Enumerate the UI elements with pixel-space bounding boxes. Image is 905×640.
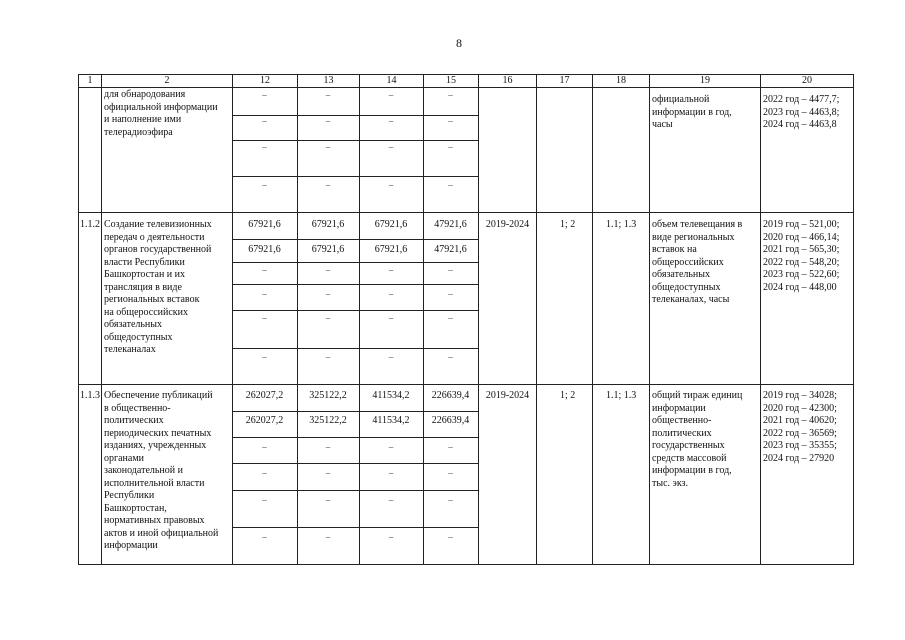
fin-cell: – (388, 142, 394, 152)
fin-cell: – (262, 90, 267, 100)
executors-cell: 1; 2 (560, 219, 576, 230)
fin-cell: – (448, 116, 453, 126)
fin-cell: – (448, 532, 453, 542)
row-name-line: официальной информации (104, 101, 218, 113)
fin-cell: – (448, 352, 453, 362)
row-name-line: информации (104, 540, 158, 551)
indicator-line: государственных (652, 440, 725, 451)
indicator-line: обязательных (652, 269, 710, 280)
fin-cell: – (448, 468, 453, 478)
row-name-line: законодательной и (104, 465, 183, 476)
fin-cell: – (325, 116, 331, 126)
value-line: 2021 год – 40620; (763, 415, 837, 426)
fin-cell: – (448, 442, 453, 452)
value-line: 2024 год – 27920 (763, 452, 835, 464)
fin-cell: – (448, 313, 453, 323)
row-name-line: Республики (104, 490, 155, 501)
fin-cell: 47921,6 (434, 219, 467, 230)
fin-cell: 262027,2 (245, 415, 284, 426)
row-number: 1.1.2 (80, 219, 100, 230)
fin-cell: – (388, 532, 394, 542)
fin-cell: – (448, 180, 453, 190)
fin-cell: – (448, 265, 453, 275)
header-col-19: 19 (700, 75, 710, 86)
fin-cell: – (388, 313, 394, 323)
row-name-line: органами (104, 452, 145, 464)
row-name-line: трансляция в виде (104, 281, 182, 293)
fin-cell: – (448, 142, 453, 152)
indicator-line: информации в год, (652, 106, 732, 118)
fin-cell: – (262, 289, 267, 299)
value-line: 2024 год – 448,00 (763, 281, 837, 293)
row-name-line: передач о деятельности (104, 231, 205, 243)
fin-cell: – (262, 116, 267, 126)
period-cell: 2019-2024 (485, 219, 530, 230)
row-name-line: на общероссийских (104, 306, 188, 318)
fin-cell: – (388, 180, 394, 190)
header-col-2: 2 (164, 75, 170, 86)
value-line: 2021 год – 565,30; (763, 244, 840, 255)
indicator-line: средств массовой (652, 452, 727, 464)
row-name-line: актов и иной официальной (104, 527, 219, 539)
value-line: 2020 год – 42300; (763, 402, 837, 414)
fin-cell: – (325, 265, 331, 275)
value-line: 2023 год – 4463,8; (763, 106, 840, 118)
row-name-line: и наполнение ими (104, 114, 182, 125)
value-line: 2022 год – 36569; (763, 427, 837, 439)
executors-cell: 1; 2 (560, 390, 576, 401)
fin-cell: – (262, 180, 267, 190)
indicator-line: информации в год, (652, 465, 732, 476)
fin-cell: – (388, 468, 394, 478)
fin-cell: – (388, 289, 394, 299)
indicator-line: виде региональных (652, 231, 735, 243)
header-col-15: 15 (446, 75, 456, 86)
indicator-line: общий тираж единиц (652, 390, 743, 401)
fin-cell: 411534,2 (372, 415, 410, 426)
fin-cell: 67921,6 (374, 244, 408, 255)
fin-cell: – (262, 142, 267, 152)
fin-cell: 67921,6 (311, 244, 345, 255)
fin-cell: – (262, 352, 267, 362)
goals-cell: 1.1; 1.3 (606, 219, 637, 230)
fin-cell: – (388, 352, 394, 362)
fin-cell: 262027,2 (245, 390, 284, 401)
fin-cell: – (325, 313, 331, 323)
row-name-line: политических (104, 415, 164, 426)
row-name-line: нормативных правовых (104, 515, 205, 526)
fin-cell: – (448, 90, 453, 100)
fin-cell: – (388, 495, 394, 505)
fin-cell: – (388, 90, 394, 100)
fin-cell: 411534,2 (372, 390, 410, 401)
header-col-12: 12 (260, 75, 270, 86)
header-col-14: 14 (386, 75, 397, 86)
row-name-line: обязательных (104, 319, 162, 330)
value-line: 2020 год – 466,14; (763, 231, 840, 243)
fin-cell: – (262, 442, 267, 452)
page-number: 8 (456, 36, 462, 50)
fin-cell: 325122,2 (309, 390, 347, 401)
row-name-line: исполнительной власти (104, 477, 205, 489)
header-col-18: 18 (616, 75, 626, 86)
fin-cell: – (325, 495, 331, 505)
value-line: 2022 год – 4477,7; (763, 94, 840, 105)
fin-cell: – (325, 142, 331, 152)
fin-cell: – (325, 90, 331, 100)
row-name-line: региональных вставок (104, 294, 200, 305)
fin-cell: – (325, 442, 331, 452)
indicator-line: общественно- (652, 415, 712, 426)
value-line: 2024 год – 4463,8 (763, 119, 837, 130)
value-line: 2023 год – 522,60; (763, 269, 840, 280)
value-line: 2019 год – 34028; (763, 390, 837, 401)
row-name-line: органов государственной (104, 244, 212, 255)
indicator-line: тыс. экз. (652, 477, 688, 489)
indicator-line: политических (652, 427, 712, 439)
indicator-line: вставок на (652, 244, 697, 255)
fin-cell: – (388, 116, 394, 126)
indicator-line: объем телевещания в (652, 219, 743, 230)
row-name-line: для обнародования (104, 89, 186, 100)
indicator-line: общедоступных (652, 281, 721, 293)
header-col-1: 1 (87, 75, 93, 86)
fin-cell: – (388, 265, 394, 275)
fin-cell: 67921,6 (248, 219, 281, 230)
fin-cell: 226639,4 (431, 390, 470, 401)
row-number: 1.1.3 (80, 390, 100, 401)
row-name-line: телеканалах (104, 344, 156, 355)
header-col-13: 13 (323, 75, 334, 86)
header-col-20: 20 (802, 75, 812, 86)
fin-cell: 67921,6 (374, 219, 408, 230)
fin-cell: 47921,6 (434, 244, 467, 255)
goals-cell: 1.1; 1.3 (606, 390, 637, 401)
fin-cell: – (262, 495, 267, 505)
row-name-line: Создание телевизионных (104, 219, 212, 230)
row-name-line: Обеспечение публикаций (104, 390, 213, 401)
fin-cell: – (262, 468, 267, 478)
header-col-17: 17 (559, 75, 570, 86)
row-name-line: общедоступных (104, 331, 173, 343)
indicator-line: общероссийских (652, 256, 724, 268)
fin-cell: – (448, 289, 453, 299)
row-name-line: телерадиоэфира (104, 126, 173, 138)
value-line: 2019 год – 521,00; (763, 219, 840, 230)
fin-cell: 67921,6 (311, 219, 345, 230)
indicator-line: информации (652, 402, 706, 414)
indicator-line: часы (652, 119, 673, 130)
fin-cell: – (262, 265, 267, 275)
fin-cell: – (325, 289, 331, 299)
fin-cell: – (325, 180, 331, 190)
fin-cell: 325122,2 (309, 415, 347, 426)
row-name-line: изданиях, учрежденных (104, 440, 207, 451)
value-line: 2022 год – 548,20; (763, 256, 840, 268)
fin-cell: – (448, 495, 453, 505)
fin-cell: – (262, 313, 267, 323)
row-name-line: Башкортостан, (104, 502, 167, 514)
row-name-line: Башкортостан и их (104, 269, 186, 280)
fin-cell: – (325, 352, 331, 362)
row-name-line: в общественно- (104, 402, 171, 414)
row-name-line: периодических печатных (104, 427, 212, 439)
fin-cell: – (325, 468, 331, 478)
indicator-line: официальной (652, 94, 710, 105)
fin-cell: – (262, 532, 267, 542)
header-col-16: 16 (502, 75, 513, 86)
row-name-line: власти Республики (104, 256, 185, 268)
indicator-line: телеканалах, часы (652, 294, 730, 305)
value-line: 2023 год – 35355; (763, 440, 837, 451)
fin-cell: – (388, 442, 394, 452)
fin-cell: 226639,4 (431, 415, 470, 426)
fin-cell: 67921,6 (248, 244, 281, 255)
period-cell: 2019-2024 (485, 390, 530, 401)
fin-cell: – (325, 532, 331, 542)
